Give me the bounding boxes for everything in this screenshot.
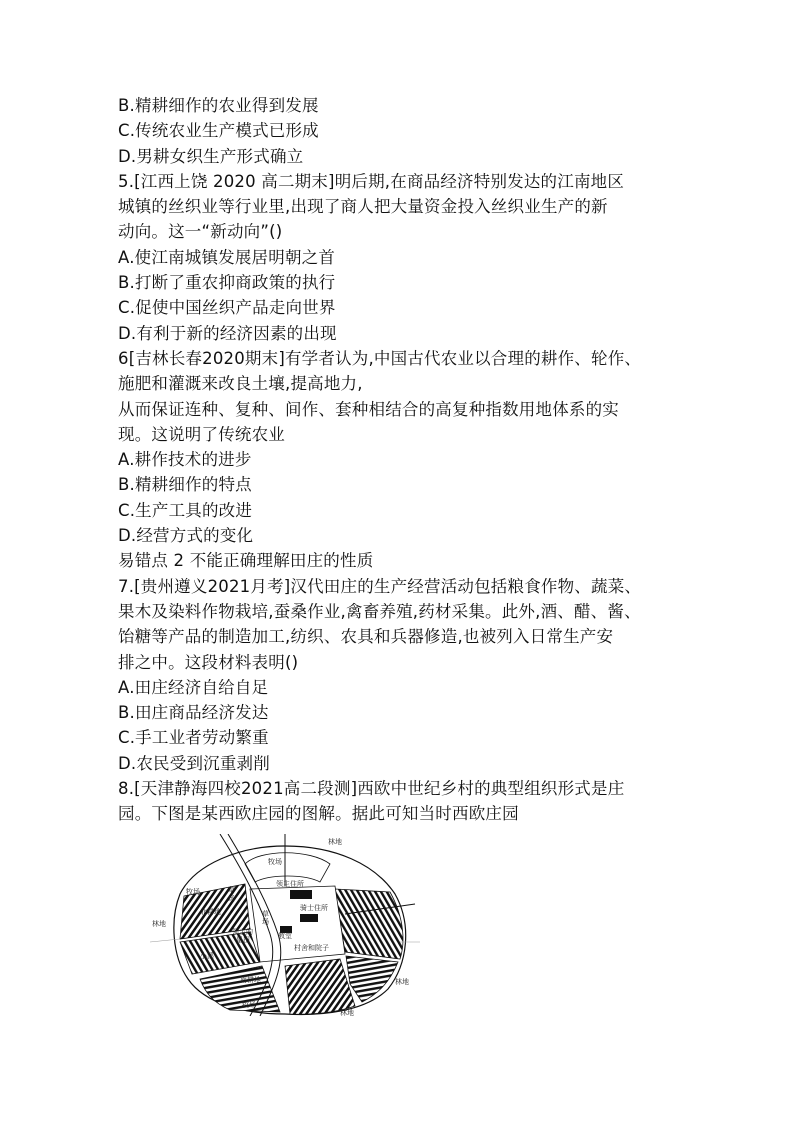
label-church: 教堂 (278, 932, 292, 940)
label-lord-land: 领主的 (232, 928, 253, 936)
text-line: C.传统农业生产模式已形成 (118, 121, 319, 141)
label-meadow: 草 (262, 910, 269, 918)
text-line: A.田庄经济自给自足 (118, 677, 269, 697)
label-pasture: 牧场 (242, 1001, 256, 1009)
text-line: C.生产工具的改进 (118, 500, 253, 520)
text-line: 8.[天津静海四校2021高二段测]西欧中世纪乡村的典型组织形式是庄 (118, 779, 625, 799)
text-line: D.男耕女织生产形式确立 (118, 146, 304, 166)
text-line: 动向。这一“新动向”() (118, 222, 283, 242)
label-meadow: 场 (262, 918, 269, 926)
label-pasture: 牧场 (186, 888, 200, 896)
label-lord-land: 星田 (236, 936, 250, 944)
label-stream: 小溪 (200, 952, 214, 960)
manor-diagram (150, 834, 420, 1016)
label-meadow: 草 (228, 886, 235, 894)
label-village: 村舍和院子 (294, 944, 329, 952)
label-south-field: 南耕地 (240, 976, 261, 984)
text-line: 排之中。这段材料表明() (118, 652, 299, 672)
label-lord-residence: 领主住所 (276, 880, 304, 888)
text-line: D.有利于新的经济因素的出现 (118, 323, 337, 343)
field-strip (335, 889, 403, 959)
label-woodland: 林地 (328, 838, 342, 846)
text-line: 饴糖等产品的制造加工,纺织、农具和兵器修造,也被列入日常生产安 (118, 627, 614, 647)
text-line: B.打断了重农抑商政策的执行 (118, 273, 336, 293)
text-line: 果木及染料作物栽培,蚕桑作业,禽畜养殖,药材采集。此外,酒、醋、酱、 (118, 601, 641, 621)
text-line: 城镇的丝织业等行业里,出现了商人把大量资金投入丝织业生产的新 (118, 197, 608, 217)
text-line: B.田庄商品经济发达 (118, 703, 269, 723)
text-line: A.使江南城镇发展居明朝之首 (118, 247, 336, 267)
text-line: 现。这说明了传统农业 (118, 424, 285, 444)
text-line: C.手工业者劳动繁重 (118, 728, 269, 748)
knight-residence-marker (300, 914, 318, 922)
label-meadow: 场 (228, 895, 235, 903)
text-line: D.农民受到沉重剥削 (118, 753, 270, 773)
text-line: 5.[江西上饶 2020 高二期末]明后期,在商品经济特别发达的江南地区 (118, 171, 625, 191)
label-north-field: 北耕地 (200, 908, 221, 916)
text-line: 施肥和灌溉来改良土壤,提高地力, (118, 374, 363, 394)
text-line: 园。下图是某西欧庄园的图解。据此可知当时西欧庄园 (118, 804, 519, 824)
text-line: A.耕作技术的进步 (118, 450, 252, 470)
label-knight-residence: 骑士住所 (300, 904, 328, 912)
text-line: C.促使中国丝织产品走向世界 (118, 298, 336, 318)
label-woodland: 林地 (152, 920, 166, 928)
text-line: 7.[贵州遵义2021月考]汉代田庄的生产经营活动包括粮食作物、蔬菜、 (118, 576, 642, 596)
text-line: 从而保证连种、复种、间作、套种相结合的高复种指数用地体系的实 (118, 399, 619, 419)
text-line: 易错点 2 不能正确理解田庄的性质 (118, 551, 374, 571)
question-text (118, 93, 688, 827)
text-line: B.精耕细作的特点 (118, 475, 252, 495)
label-pasture: 牧场 (268, 858, 282, 866)
text-line: 6[吉林长春2020期末]有学者认为,中国古代农业以合理的耕作、轮作、 (118, 348, 642, 368)
text-line: D.经营方式的变化 (118, 526, 254, 546)
label-woodland: 林地 (395, 978, 409, 986)
label-woodland: 林地 (340, 1009, 354, 1016)
lord-residence-marker (290, 890, 312, 899)
text-line: B.精耕细作的农业得到发展 (118, 96, 319, 115)
